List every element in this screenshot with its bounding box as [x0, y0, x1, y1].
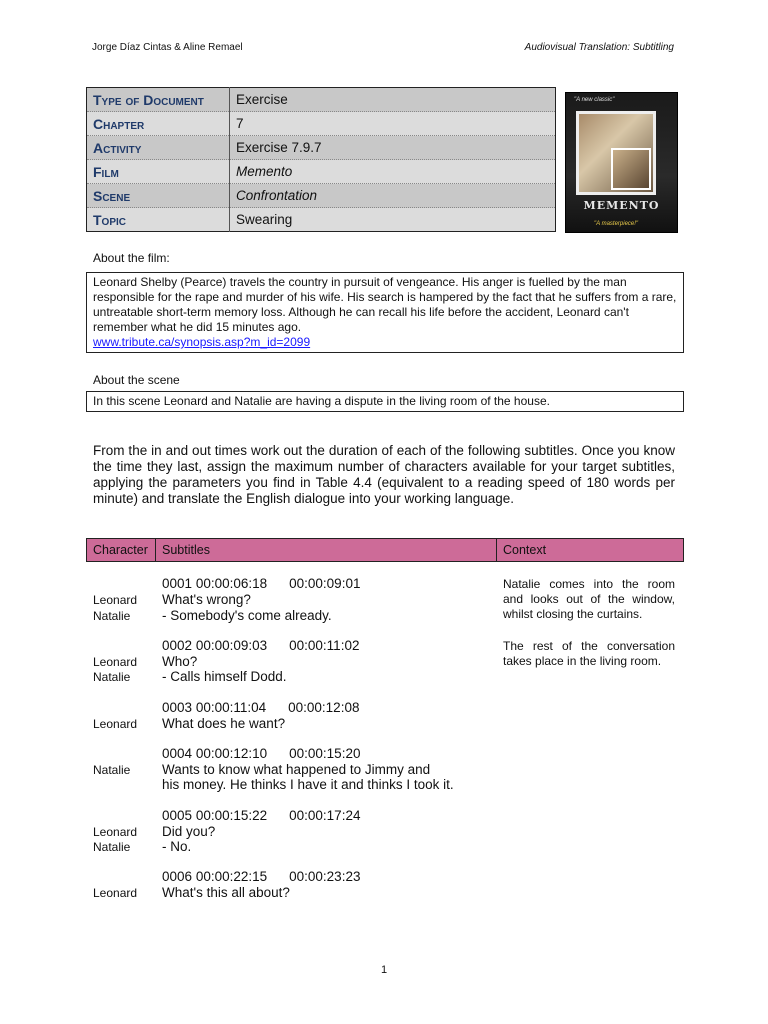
- info-value: Exercise: [230, 88, 556, 112]
- character-name: Leonard: [93, 655, 138, 669]
- subtitle-line: - No.: [162, 839, 192, 854]
- about-scene-label: About the scene: [93, 373, 180, 387]
- subtitle-line: his money. He thinks I have it and thinks I took it.: [162, 777, 454, 792]
- exercise-instructions: From the in and out times work out the duration of each of the following subtitles. Once you know the time they last, assign the maximum number of characters available for your target subtitles, applying the parameters you find in Table 4.4 (equivalent to a reading speed of 180 words per minute) and translate the English dialogue into your working language.: [93, 443, 675, 506]
- page-number: 1: [380, 964, 388, 976]
- header-authors: Jorge Díaz Cintas & Aline Remael: [92, 42, 243, 53]
- subtitle-line: Who?: [162, 654, 198, 669]
- info-key: Chapter: [87, 112, 230, 136]
- character-name: Leonard: [93, 825, 138, 839]
- subtitle-line: Wants to know what happened to Jimmy and: [162, 762, 431, 777]
- info-value: Exercise 7.9.7: [230, 136, 556, 160]
- header-subtitles: Subtitles: [156, 539, 497, 561]
- info-value: Confrontation: [230, 184, 556, 208]
- character-name: Natalie: [93, 609, 131, 623]
- info-key: Scene: [87, 184, 230, 208]
- about-scene-text: In this scene Leonard and Natalie are having a dispute in the living room of the house.: [93, 394, 550, 408]
- poster-quote: "A new classic": [574, 97, 615, 103]
- subtitle-timecode: 0003 00:00:11:04 00:00:12:08: [162, 700, 360, 715]
- subtitle-timecode: 0001 00:00:06:18 00:00:09:01: [162, 576, 361, 591]
- header-book-title: Audiovisual Translation: Subtitling: [524, 42, 674, 53]
- info-value: 7: [230, 112, 556, 136]
- info-value: Swearing: [230, 208, 556, 232]
- info-key: Activity: [87, 136, 230, 160]
- poster-title: MEMENTO: [583, 199, 660, 212]
- about-film-label: About the film:: [93, 251, 170, 265]
- header-character: Character: [87, 539, 156, 561]
- subtitle-line: - Calls himself Dodd.: [162, 669, 287, 684]
- about-film-text: Leonard Shelby (Pearce) travels the country in pursuit of vengeance. His anger is fuelled by the man responsible for the rape and murder of his wife. His search is hampered by the fact that he suffers from a rare, untreatable short-term memory loss. Although he can recall his life before the accident, Leonard can't remember what he did 15 minutes ago.: [93, 275, 677, 334]
- character-name: Leonard: [93, 593, 138, 607]
- about-scene-box: [86, 391, 684, 412]
- character-name: Natalie: [93, 763, 131, 777]
- info-key: Topic: [87, 208, 230, 232]
- subtitles-table-header: [86, 538, 684, 562]
- poster-photo-inset: [611, 148, 651, 190]
- poster-quote-bottom: "A masterpiece!": [594, 221, 639, 227]
- context-note: Natalie comes into the room and looks out of the window, whilst closing the curtains.: [503, 577, 675, 621]
- subtitle-timecode: 0002 00:00:09:03 00:00:11:02: [162, 638, 360, 653]
- subtitle-line: What does he want?: [162, 716, 286, 731]
- subtitle-timecode: 0006 00:00:22:15 00:00:23:23: [162, 869, 361, 884]
- synopsis-link[interactable]: www.tribute.ca/synopsis.asp?m_id=2099: [93, 335, 311, 349]
- character-name: Natalie: [93, 670, 131, 684]
- subtitle-line: What's wrong?: [162, 592, 251, 607]
- subtitle-line: Did you?: [162, 824, 216, 839]
- subtitle-line: What's this all about?: [162, 885, 290, 900]
- film-poster-image: [565, 92, 678, 233]
- context-note: The rest of the conversation takes place in the living room.: [503, 639, 675, 668]
- document-info-table: [86, 87, 556, 232]
- about-film-box: [86, 272, 684, 353]
- character-name: Leonard: [93, 886, 138, 900]
- subtitle-timecode: 0004 00:00:12:10 00:00:15:20: [162, 746, 361, 761]
- character-name: Natalie: [93, 840, 131, 854]
- subtitle-timecode: 0005 00:00:15:22 00:00:17:24: [162, 808, 361, 823]
- info-value: Memento: [230, 160, 556, 184]
- info-key: Type of Document: [87, 88, 230, 112]
- subtitle-line: - Somebody's come already.: [162, 608, 332, 623]
- header-context: Context: [503, 543, 547, 557]
- info-key: Film: [87, 160, 230, 184]
- character-name: Leonard: [93, 717, 138, 731]
